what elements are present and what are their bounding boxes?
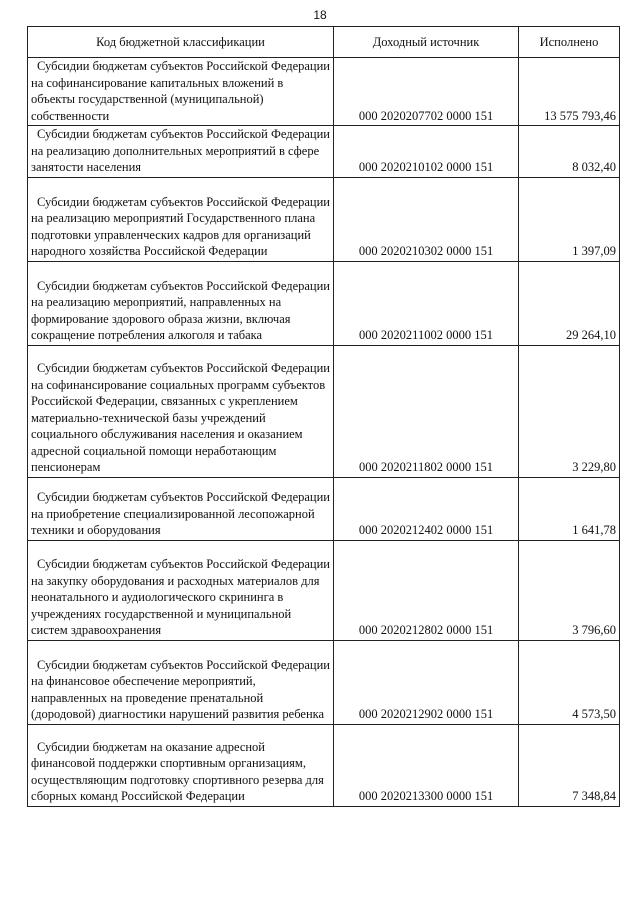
row-source-code: 000 2020210102 0000 151 [334, 126, 519, 178]
row-description: Субсидии бюджетам субъектов Российской Федерации на реализацию дополнительных мероприятий в сфере занятости населения [28, 126, 334, 178]
budget-table [27, 26, 620, 807]
table-row [28, 345, 620, 477]
row-amount: 1 397,09 [519, 177, 620, 261]
row-amount: 13 575 793,46 [519, 58, 620, 126]
table-row [28, 540, 620, 640]
row-description: Субсидии бюджетам субъектов Российской Федерации на финансовое обеспечение мероприятий, направленных на проведение пренатальной (дородовой) диагностики нарушений развития ребенка [28, 640, 334, 724]
table-row [28, 261, 620, 345]
row-source-code: 000 2020213300 0000 151 [334, 724, 519, 806]
row-source-code: 000 2020212802 0000 151 [334, 540, 519, 640]
header-classification-code: Код бюджетной классификации [28, 27, 334, 58]
row-amount: 8 032,40 [519, 126, 620, 178]
row-description: Субсидии бюджетам субъектов Российской Федерации на софинансирование социальных программ субъектов Российской Федерации, связанных с укреплением материально-технической базы учреждений социального обслуживания населения и оказанием адресной социальной помощи неработающим пенсионерам [28, 345, 334, 477]
row-description: Субсидии бюджетам субъектов Российской Федерации на реализацию мероприятий, направленных на формирование здорового образа жизни, включая сокращение потребления алкоголя и табака [28, 261, 334, 345]
row-amount: 4 573,50 [519, 640, 620, 724]
table-row [28, 58, 620, 126]
table-row [28, 724, 620, 806]
header-executed: Исполнено [519, 27, 620, 58]
table-row [28, 640, 620, 724]
row-amount: 1 641,78 [519, 477, 620, 540]
row-description: Субсидии бюджетам субъектов Российской Федерации на реализацию мероприятий Государственного плана подготовки управленческих кадров для организаций народного хозяйства Российской Федерации [28, 177, 334, 261]
row-description: Субсидии бюджетам субъектов Российской Федерации на закупку оборудования и расходных материалов для неонатального и аудиологического скрининга в учреждениях государственной и муниципальной систем здравоохранения [28, 540, 334, 640]
row-source-code: 000 2020207702 0000 151 [334, 58, 519, 126]
row-source-code: 000 2020211802 0000 151 [334, 345, 519, 477]
table-header-row [28, 27, 620, 58]
row-amount: 3 229,80 [519, 345, 620, 477]
row-description: Субсидии бюджетам на оказание адресной финансовой поддержки спортивным организациям, осуществляющим подготовку спортивного резерва для сборных команд Российской Федерации [28, 724, 334, 806]
row-source-code: 000 2020210302 0000 151 [334, 177, 519, 261]
row-description: Субсидии бюджетам субъектов Российской Федерации на софинансирование капитальных вложений в объекты государственной (муниципальной) собственности [28, 58, 334, 126]
row-amount: 3 796,60 [519, 540, 620, 640]
row-amount: 7 348,84 [519, 724, 620, 806]
row-amount: 29 264,10 [519, 261, 620, 345]
page-number: 18 [313, 8, 327, 22]
row-description: Субсидии бюджетам субъектов Российской Федерации на приобретение специализированной лесопожарной техники и оборудования [28, 477, 334, 540]
row-source-code: 000 2020212402 0000 151 [334, 477, 519, 540]
row-source-code: 000 2020211002 0000 151 [334, 261, 519, 345]
header-revenue-source: Доходный источник [334, 27, 519, 58]
row-source-code: 000 2020212902 0000 151 [334, 640, 519, 724]
table-row [28, 177, 620, 261]
table-row [28, 477, 620, 540]
table-row [28, 126, 620, 178]
